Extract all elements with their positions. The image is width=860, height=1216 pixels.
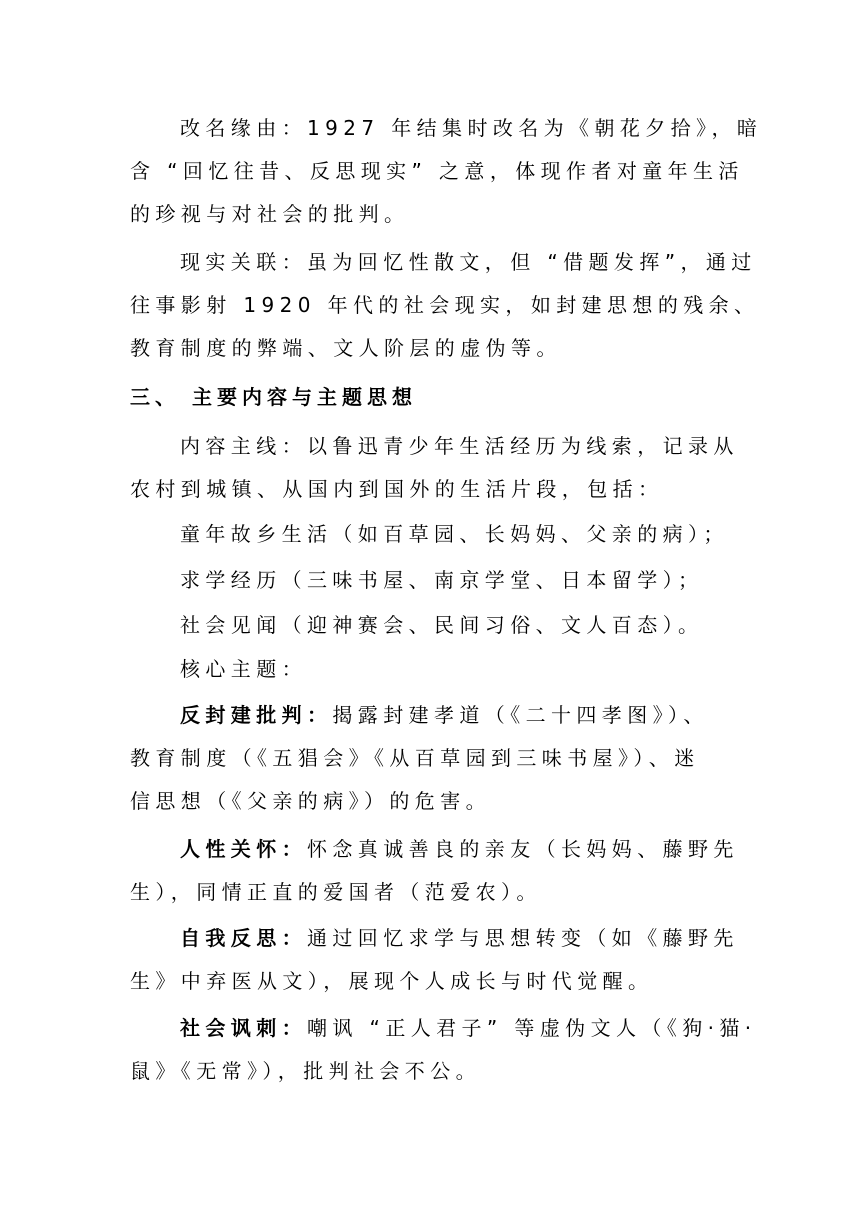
- list-item-society: 社会见闻（迎神赛会、民间习俗、文人百态）。: [180, 613, 704, 637]
- anti-feudal-line-2: 教育制度（《五猖会》《从百草园到三味书屋》）、迷: [130, 746, 700, 770]
- reflection-label: 自我反思：: [180, 926, 307, 950]
- list-item-childhood: 童年故乡生活（如百草园、长妈妈、父亲的病）；: [180, 522, 729, 546]
- humanity-line-2: 生），同情正直的爱国者（范爱农）。: [130, 880, 542, 904]
- reflection-text: 通过回忆求学与思想转变（如《藤野先: [307, 926, 739, 950]
- humanity-text: 怀念真诚善良的亲友（长妈妈、藤野先: [307, 837, 739, 861]
- satire-label: 社会讽刺：: [180, 1016, 307, 1040]
- reality-line-1: 现实关联：虽为回忆性散文，但 “借题发挥”，通过: [180, 250, 757, 274]
- reality-line-3: 教育制度的弊端、文人阶层的虚伪等。: [130, 336, 562, 360]
- reality-line-2: 往事影射 1920 年代的社会现实，如封建思想的残余、: [130, 293, 760, 317]
- content-line-2: 农村到城镇、从国内到国外的生活片段，包括：: [130, 477, 664, 501]
- rename-line-1: 改名缘由：1927 年结集时改名为《朝花夕拾》，暗: [180, 116, 763, 140]
- section-heading: 三、 主要内容与主题思想: [130, 385, 417, 409]
- list-item-study: 求学经历（三味书屋、南京学堂、日本留学）；: [180, 568, 704, 592]
- anti-feudal-line-1: [0, 697, 860, 733]
- humanity-label: 人性关怀：: [180, 837, 307, 861]
- anti-feudal-line-3: 信思想（《父亲的病》）的危害。: [130, 789, 491, 813]
- satire-text: 嘲讽 “正人君子” 等虚伪文人（《狗·猫·: [307, 1016, 757, 1040]
- reflection-line-1: [0, 920, 860, 956]
- content-line-1: 内容主线：以鲁迅青少年生活经历为线索，记录从: [180, 434, 739, 458]
- reflection-line-2: 生》中弃医从文），展现个人成长与时代觉醒。: [130, 969, 654, 993]
- core-theme-label: 核心主题：: [180, 657, 307, 681]
- satire-line-2: 鼠》《无常》），批判社会不公。: [130, 1059, 481, 1083]
- humanity-line-1: [0, 831, 860, 867]
- rename-line-2: 含 “回忆往昔、反思现实” 之意，体现作者对童年生活: [130, 159, 744, 183]
- anti-feudal-label: 反封建批判：: [180, 703, 333, 727]
- anti-feudal-text: 揭露封建孝道（《二十四孝图》）、: [332, 703, 709, 727]
- rename-line-3: 的珍视与对社会的批判。: [130, 202, 410, 226]
- satire-line-1: [0, 1010, 860, 1046]
